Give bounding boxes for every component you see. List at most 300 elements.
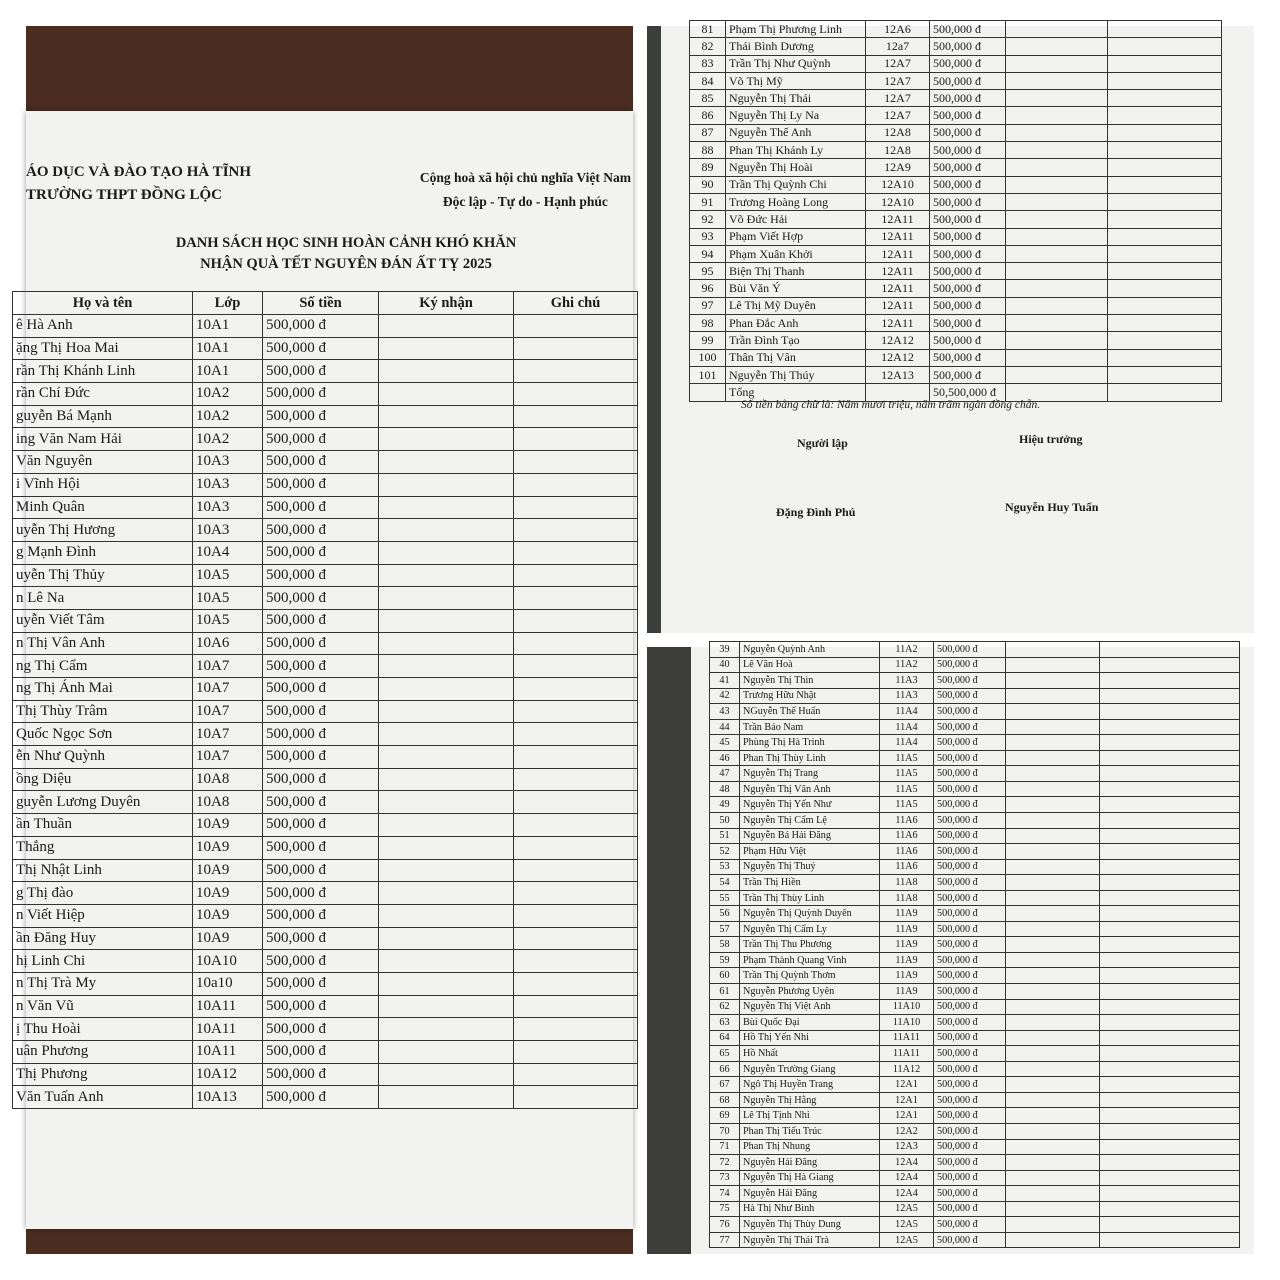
cell-note[interactable]: [1100, 704, 1240, 720]
cell-amt: 500,000 đ: [930, 193, 1006, 210]
table-row: [13, 337, 638, 360]
cell-amt: 500,000 đ: [934, 1186, 1006, 1202]
cell-signature[interactable]: [379, 678, 514, 701]
cell-name: uân Phương: [13, 1041, 193, 1064]
cell-signature[interactable]: [379, 927, 514, 950]
cell-note[interactable]: [514, 1063, 638, 1086]
column-header-signature: Ký nhận: [379, 292, 514, 315]
column-header-amount: Số tiền: [263, 292, 379, 315]
cell-signature[interactable]: [379, 972, 514, 995]
cell-signature[interactable]: [1006, 704, 1100, 720]
cell-signature[interactable]: [1006, 1139, 1100, 1155]
cell-amt: 500,000 đ: [930, 176, 1006, 193]
cell-note[interactable]: [514, 768, 638, 791]
cell-note[interactable]: [1108, 107, 1222, 124]
cell-note[interactable]: [1100, 1108, 1240, 1124]
cell-signature[interactable]: [379, 1018, 514, 1041]
cell-signature[interactable]: [379, 950, 514, 973]
cell-note[interactable]: [1108, 297, 1222, 314]
table-row: [13, 746, 638, 769]
cell-amt: 500,000 đ: [263, 541, 379, 564]
cell-note[interactable]: [514, 859, 638, 882]
cell-note[interactable]: [1108, 90, 1222, 107]
cell-signature[interactable]: [1006, 735, 1100, 751]
cell-name: Trần Đình Tạo: [726, 332, 866, 349]
cell-no: 96: [690, 280, 726, 297]
cell-signature[interactable]: [379, 337, 514, 360]
table-row: [690, 176, 1222, 193]
cell-class: 10A3: [193, 496, 263, 519]
table-row: [13, 587, 638, 610]
cell-name: Thị Thùy Trâm: [13, 700, 193, 723]
cell-signature[interactable]: [1006, 657, 1100, 673]
cell-class: 11A9: [880, 984, 934, 1000]
cell-class: 12A8: [866, 142, 930, 159]
cell-amt: 500,000 đ: [934, 1139, 1006, 1155]
cell-note[interactable]: [514, 678, 638, 701]
cell-signature[interactable]: [1006, 906, 1100, 922]
cell-signature[interactable]: [1006, 1123, 1100, 1139]
cell-signature[interactable]: [1006, 999, 1100, 1015]
cell-class: 12A4: [880, 1155, 934, 1171]
cell-note[interactable]: [1100, 890, 1240, 906]
cell-note[interactable]: [1100, 828, 1240, 844]
cell-name: Phan Thị Tiểu Trúc: [740, 1123, 880, 1139]
table-row: [13, 972, 638, 995]
table-row: [710, 875, 1240, 891]
cell-signature[interactable]: [1006, 107, 1108, 124]
cell-name: uyễn Thị Hương: [13, 519, 193, 542]
cell-signature[interactable]: [379, 1086, 514, 1109]
cell-note[interactable]: [1100, 719, 1240, 735]
column-header-class: Lớp: [193, 292, 263, 315]
cell-note[interactable]: [1100, 1155, 1240, 1171]
cell-class: 11A4: [880, 735, 934, 751]
cell-note[interactable]: [1100, 1123, 1240, 1139]
cell-amt: 500,000 đ: [930, 38, 1006, 55]
cell-note[interactable]: [1100, 1201, 1240, 1217]
cell-signature[interactable]: [379, 428, 514, 451]
cell-signature[interactable]: [1006, 211, 1108, 228]
cell-signature[interactable]: [379, 360, 514, 383]
cell-note[interactable]: [1100, 1061, 1240, 1077]
cell-amt: 500,000 đ: [930, 366, 1006, 383]
cell-class: 10A9: [193, 859, 263, 882]
cell-signature[interactable]: [379, 609, 514, 632]
cell-signature[interactable]: [379, 451, 514, 474]
cell-note[interactable]: [1100, 766, 1240, 782]
cell-note[interactable]: [1100, 673, 1240, 689]
cell-signature[interactable]: [1006, 828, 1100, 844]
cell-name: g Thị đào: [13, 882, 193, 905]
cell-note[interactable]: [514, 451, 638, 474]
cell-signature[interactable]: [1006, 1232, 1100, 1248]
cell-signature[interactable]: [1006, 875, 1100, 891]
cell-note[interactable]: [1108, 263, 1222, 280]
cell-note[interactable]: [514, 1041, 638, 1064]
cell-note[interactable]: [514, 383, 638, 406]
cell-signature[interactable]: [379, 791, 514, 814]
cell-note[interactable]: [1100, 642, 1240, 658]
cell-note[interactable]: [514, 995, 638, 1018]
cell-note[interactable]: [514, 632, 638, 655]
cell-class: 10A7: [193, 678, 263, 701]
table-row: [710, 844, 1240, 860]
cell-note[interactable]: [514, 337, 638, 360]
cell-note[interactable]: [1108, 332, 1222, 349]
cell-note[interactable]: [514, 700, 638, 723]
cell-signature[interactable]: [1006, 1201, 1100, 1217]
table-row: [13, 814, 638, 837]
cell-signature[interactable]: [1006, 315, 1108, 332]
cell-note[interactable]: [1100, 875, 1240, 891]
cell-no: 100: [690, 349, 726, 366]
table-row: [690, 349, 1222, 366]
table-row: [690, 280, 1222, 297]
cell-amt: 500,000 đ: [934, 875, 1006, 891]
cell-note[interactable]: [514, 587, 638, 610]
cell-signature[interactable]: [1006, 193, 1108, 210]
cell-note[interactable]: [1100, 781, 1240, 797]
cell-signature[interactable]: [1006, 263, 1108, 280]
table-row: [710, 1015, 1240, 1031]
cell-note[interactable]: [1108, 228, 1222, 245]
cell-signature[interactable]: [1006, 1108, 1100, 1124]
cell-note[interactable]: [514, 609, 638, 632]
cell-note[interactable]: [1108, 124, 1222, 141]
cell-note[interactable]: [1100, 735, 1240, 751]
cell-class: 12A13: [866, 366, 930, 383]
cell-class: 10A3: [193, 519, 263, 542]
cell-signature[interactable]: [1006, 21, 1108, 38]
cell-no: 48: [710, 781, 740, 797]
cell-signature[interactable]: [1006, 55, 1108, 72]
cell-amt: 500,000 đ: [263, 882, 379, 905]
cell-note[interactable]: [1100, 937, 1240, 953]
table-row: [13, 496, 638, 519]
cell-note[interactable]: [1100, 859, 1240, 875]
cell-note[interactable]: [1108, 159, 1222, 176]
cell-signature[interactable]: [1006, 1155, 1100, 1171]
motto-line: Độc lập - Tự do - Hạnh phúc: [442, 194, 608, 209]
cell-signature[interactable]: [1006, 1170, 1100, 1186]
cell-class: 11A10: [880, 1015, 934, 1031]
cell-amt: 500,000 đ: [263, 768, 379, 791]
table-row: [690, 315, 1222, 332]
cell-name: Nguyễn Quỳnh Anh: [740, 642, 880, 658]
cell-signature[interactable]: [379, 564, 514, 587]
cell-name: Nguyễn Hải Đăng: [740, 1186, 880, 1202]
cell-signature[interactable]: [1006, 1030, 1100, 1046]
cell-note[interactable]: [1100, 906, 1240, 922]
cell-signature[interactable]: [1006, 688, 1100, 704]
cell-class: 10A13: [193, 1086, 263, 1109]
cell-class: 11A8: [880, 890, 934, 906]
cell-signature[interactable]: [1006, 90, 1108, 107]
cell-signature[interactable]: [1006, 968, 1100, 984]
cell-class: 11A8: [880, 875, 934, 891]
cell-no: 46: [710, 750, 740, 766]
cell-signature[interactable]: [1006, 1217, 1100, 1233]
cell-note[interactable]: [1108, 55, 1222, 72]
cell-note[interactable]: [1100, 984, 1240, 1000]
cell-note[interactable]: [1108, 349, 1222, 366]
cell-note[interactable]: [514, 496, 638, 519]
cell-class: 12A7: [866, 55, 930, 72]
cell-note[interactable]: [1108, 366, 1222, 383]
cell-name: Trần Thị Thùy Linh: [740, 890, 880, 906]
cell-note[interactable]: [1108, 21, 1222, 38]
cell-note[interactable]: [1108, 176, 1222, 193]
cell-note[interactable]: [514, 927, 638, 950]
table-row: [13, 904, 638, 927]
cell-signature[interactable]: [1006, 176, 1108, 193]
cell-signature[interactable]: [1006, 921, 1100, 937]
photo-bottom-right-page: [647, 643, 1254, 1254]
cell-note[interactable]: [1100, 797, 1240, 813]
cell-signature[interactable]: [379, 655, 514, 678]
cell-no: 60: [710, 968, 740, 984]
cell-note[interactable]: [514, 904, 638, 927]
cell-note[interactable]: [1108, 280, 1222, 297]
cell-signature[interactable]: [1006, 890, 1100, 906]
cell-signature[interactable]: [1006, 642, 1100, 658]
table-row: [710, 890, 1240, 906]
cell-signature[interactable]: [1006, 797, 1100, 813]
cell-signature[interactable]: [1006, 859, 1100, 875]
column-header-note: Ghi chú: [514, 292, 638, 315]
cell-note[interactable]: [1100, 1139, 1240, 1155]
cell-amt: 500,000 đ: [934, 859, 1006, 875]
cell-amt: 500,000 đ: [934, 1092, 1006, 1108]
cell-note[interactable]: [1100, 999, 1240, 1015]
cell-no: 85: [690, 90, 726, 107]
cell-note[interactable]: [1100, 1046, 1240, 1062]
cell-name: Nguyễn Thị Thái: [726, 90, 866, 107]
cell-note[interactable]: [1100, 952, 1240, 968]
cell-signature[interactable]: [379, 768, 514, 791]
cell-class: 12A11: [866, 245, 930, 262]
cell-note[interactable]: [514, 814, 638, 837]
cell-signature[interactable]: [1006, 228, 1108, 245]
cell-name: Bùi Văn Ý: [726, 280, 866, 297]
cell-class: 11A5: [880, 766, 934, 782]
cell-class: 11A3: [880, 688, 934, 704]
cell-note[interactable]: [1100, 657, 1240, 673]
cell-note[interactable]: [1108, 211, 1222, 228]
cell-signature[interactable]: [1006, 349, 1108, 366]
cell-name: ồng Diệu: [13, 768, 193, 791]
cell-class: 12A6: [866, 21, 930, 38]
cell-no: 66: [710, 1061, 740, 1077]
cell-signature[interactable]: [379, 632, 514, 655]
cell-signature[interactable]: [379, 519, 514, 542]
cell-note[interactable]: [514, 746, 638, 769]
cell-signature[interactable]: [379, 1063, 514, 1086]
table-row: [710, 673, 1240, 689]
cell-note[interactable]: [1100, 813, 1240, 829]
table-row: [710, 642, 1240, 658]
cell-note[interactable]: [1108, 72, 1222, 89]
cell-note[interactable]: [514, 360, 638, 383]
cell-signature[interactable]: [1006, 750, 1100, 766]
cell-note[interactable]: [1108, 315, 1222, 332]
cell-signature[interactable]: [379, 315, 514, 338]
cell-signature[interactable]: [1006, 38, 1108, 55]
cell-signature[interactable]: [379, 496, 514, 519]
cell-note[interactable]: [514, 428, 638, 451]
cell-signature[interactable]: [379, 904, 514, 927]
cell-signature[interactable]: [1006, 781, 1100, 797]
cell-name: Nguyễn Phương Uyên: [740, 984, 880, 1000]
cell-class: 11A6: [880, 844, 934, 860]
cell-signature[interactable]: [1006, 280, 1108, 297]
cell-signature[interactable]: [1006, 844, 1100, 860]
cell-note[interactable]: [514, 882, 638, 905]
cell-amt: 500,000 đ: [934, 673, 1006, 689]
cell-signature[interactable]: [379, 473, 514, 496]
cell-amt: 500,000 đ: [263, 1041, 379, 1064]
cell-note[interactable]: [514, 541, 638, 564]
cell-signature[interactable]: [1006, 984, 1100, 1000]
cell-note[interactable]: [1100, 844, 1240, 860]
cell-note[interactable]: [514, 564, 638, 587]
cell-name: n Thị Trà My: [13, 972, 193, 995]
cell-name: Trần Thị Quỳnh Thơm: [740, 968, 880, 984]
cell-note[interactable]: [1100, 1030, 1240, 1046]
cell-class: 11A4: [880, 704, 934, 720]
cell-no: 55: [710, 890, 740, 906]
cell-class: 10A1: [193, 337, 263, 360]
cell-signature[interactable]: [1006, 245, 1108, 262]
table-body-final: [690, 21, 1222, 384]
cell-signature[interactable]: [1006, 1061, 1100, 1077]
cell-no: 77: [710, 1232, 740, 1248]
cell-amt: 500,000 đ: [930, 245, 1006, 262]
cell-note[interactable]: [1100, 1170, 1240, 1186]
cell-note[interactable]: [514, 950, 638, 973]
cell-signature[interactable]: [379, 836, 514, 859]
cell-signature[interactable]: [379, 1041, 514, 1064]
cell-class: 12A7: [866, 90, 930, 107]
total-value: 50,500,000 đ: [930, 384, 1006, 401]
cell-note[interactable]: [514, 1018, 638, 1041]
cell-note[interactable]: [514, 723, 638, 746]
cell-signature[interactable]: [1006, 813, 1100, 829]
cell-note[interactable]: [1100, 1232, 1240, 1248]
cell-note[interactable]: [1108, 193, 1222, 210]
cell-signature[interactable]: [1006, 937, 1100, 953]
cell-signature[interactable]: [1006, 142, 1108, 159]
cell-name: Nguyễn Thế Anh: [726, 124, 866, 141]
cell-note[interactable]: [1100, 1015, 1240, 1031]
cell-signature[interactable]: [379, 383, 514, 406]
cell-note[interactable]: [514, 972, 638, 995]
cell-amt: 500,000 đ: [263, 972, 379, 995]
cell-note[interactable]: [1108, 38, 1222, 55]
cell-amt: 500,000 đ: [263, 428, 379, 451]
cell-note[interactable]: [1108, 142, 1222, 159]
student-table-final: [689, 20, 1222, 402]
cell-name: Phan Thị Khánh Ly: [726, 142, 866, 159]
cell-signature[interactable]: [379, 995, 514, 1018]
cell-amt: 500,000 đ: [934, 1201, 1006, 1217]
cell-signature[interactable]: [1006, 1092, 1100, 1108]
cell-signature[interactable]: [379, 882, 514, 905]
cell-signature[interactable]: [379, 723, 514, 746]
cell-amt: 500,000 đ: [263, 315, 379, 338]
cell-no: 58: [710, 937, 740, 953]
cell-signature[interactable]: [1006, 766, 1100, 782]
cell-signature[interactable]: [1006, 124, 1108, 141]
cell-note[interactable]: [1100, 968, 1240, 984]
cell-note[interactable]: [1108, 245, 1222, 262]
cell-note[interactable]: [514, 405, 638, 428]
table-row: [13, 768, 638, 791]
cell-signature[interactable]: [379, 587, 514, 610]
cell-signature[interactable]: [1006, 719, 1100, 735]
cell-note[interactable]: [514, 791, 638, 814]
cell-name: Phạm Viết Hợp: [726, 228, 866, 245]
cell-signature[interactable]: [1006, 159, 1108, 176]
cell-signature[interactable]: [1006, 297, 1108, 314]
cell-note[interactable]: [1100, 1092, 1240, 1108]
cell-signature[interactable]: [379, 859, 514, 882]
cell-signature[interactable]: [379, 405, 514, 428]
document-title: [86, 233, 606, 275]
cell-note[interactable]: [514, 473, 638, 496]
table-row: [690, 90, 1222, 107]
table-row: [13, 1086, 638, 1109]
cell-note[interactable]: [1100, 688, 1240, 704]
cell-note[interactable]: [514, 315, 638, 338]
cell-amt: 500,000 đ: [930, 72, 1006, 89]
cell-signature[interactable]: [379, 814, 514, 837]
table-row: [13, 723, 638, 746]
cell-signature[interactable]: [1006, 1077, 1100, 1093]
school-header: [26, 161, 251, 207]
cell-note[interactable]: [514, 519, 638, 542]
cell-class: 11A9: [880, 968, 934, 984]
cell-class: 12A11: [866, 280, 930, 297]
cell-signature[interactable]: [1006, 366, 1108, 383]
cell-note[interactable]: [1100, 921, 1240, 937]
cell-signature[interactable]: [379, 541, 514, 564]
cell-signature[interactable]: [1006, 952, 1100, 968]
cell-note[interactable]: [1100, 1217, 1240, 1233]
cell-no: 84: [690, 72, 726, 89]
cell-note[interactable]: [514, 1086, 638, 1109]
cell-signature[interactable]: [1006, 1186, 1100, 1202]
cell-note[interactable]: [1100, 1186, 1240, 1202]
cell-name: Phan Thị Thùy Linh: [740, 750, 880, 766]
cell-signature[interactable]: [1006, 1046, 1100, 1062]
cell-class: 12A8: [866, 124, 930, 141]
cell-note[interactable]: [514, 655, 638, 678]
cell-note[interactable]: [1100, 750, 1240, 766]
cell-signature[interactable]: [1006, 1015, 1100, 1031]
cell-note[interactable]: [514, 836, 638, 859]
cell-signature[interactable]: [379, 746, 514, 769]
cell-signature[interactable]: [379, 700, 514, 723]
cell-signature[interactable]: [1006, 72, 1108, 89]
cell-note[interactable]: [1100, 1077, 1240, 1093]
cell-amt: 500,000 đ: [934, 952, 1006, 968]
cell-name: i Vĩnh Hội: [13, 473, 193, 496]
cell-signature[interactable]: [1006, 332, 1108, 349]
cell-no: 92: [690, 211, 726, 228]
cell-signature[interactable]: [1006, 673, 1100, 689]
